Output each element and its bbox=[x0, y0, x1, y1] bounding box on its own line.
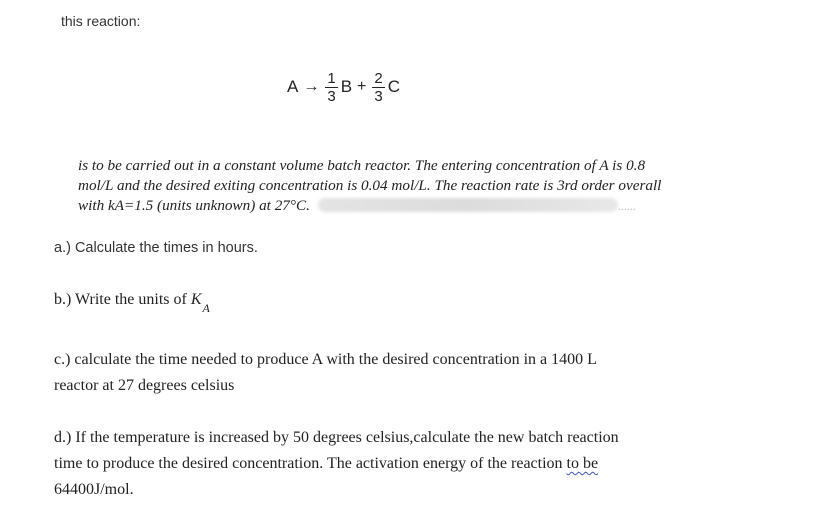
problem-line-1: is to be carried out in a constant volume batch reactor. The entering concentration of A is 0.8 bbox=[78, 157, 646, 174]
redacted-text-blur bbox=[318, 198, 618, 212]
reaction-arrow: → bbox=[303, 78, 320, 95]
plus-sign: + bbox=[357, 78, 367, 95]
coefficient-b bbox=[325, 71, 337, 104]
question-a: a.) Calculate the times in hours. bbox=[54, 240, 258, 256]
question-c-line-2: reactor at 27 degrees celsius bbox=[54, 377, 235, 394]
product-c: C bbox=[387, 77, 400, 96]
coefficient-c-numerator: 2 bbox=[374, 69, 383, 87]
question-b-k-subscript: A bbox=[202, 301, 210, 315]
intro-text: this reaction: bbox=[61, 13, 141, 29]
question-d-line-2: time to produce the desired concentration. The activation energy of the reaction bbox=[54, 455, 567, 472]
problem-line-2: mol/L and the desired exiting concentration is 0.04 mol/L. The reaction rate is 3rd order overall bbox=[78, 177, 662, 194]
problem-statement bbox=[78, 156, 768, 216]
question-c bbox=[54, 347, 774, 399]
coefficient-b-denominator: 3 bbox=[327, 87, 336, 105]
question-c-line-1: c.) calculate the time needed to produce A with the desired concentration in a 1400 L bbox=[54, 351, 597, 368]
redacted-text-tail: ...... bbox=[617, 199, 636, 213]
spellcheck-underline: to be bbox=[566, 455, 599, 472]
question-b-k-symbol: K bbox=[190, 291, 202, 308]
coefficient-c-denominator: 3 bbox=[374, 87, 383, 105]
product-b: B bbox=[340, 77, 353, 96]
reaction-equation bbox=[286, 62, 401, 112]
question-b-text: b.) Write the units of bbox=[54, 291, 191, 308]
question-d-line-1: d.) If the temperature is increased by 50 degrees celsius,calculate the new batch reaction bbox=[54, 429, 619, 446]
problem-line-3-wrap bbox=[78, 196, 768, 216]
question-d-line-2-wrap bbox=[54, 451, 774, 477]
question-d bbox=[54, 425, 774, 503]
coefficient-c bbox=[372, 71, 384, 104]
problem-line-3: with kA=1.5 (units unknown) at 27°C. bbox=[78, 197, 310, 214]
question-b bbox=[54, 291, 210, 315]
reactant-a: A bbox=[287, 77, 299, 96]
coefficient-b-numerator: 1 bbox=[327, 69, 336, 87]
question-d-line-3: 64400J/mol. bbox=[54, 481, 134, 498]
